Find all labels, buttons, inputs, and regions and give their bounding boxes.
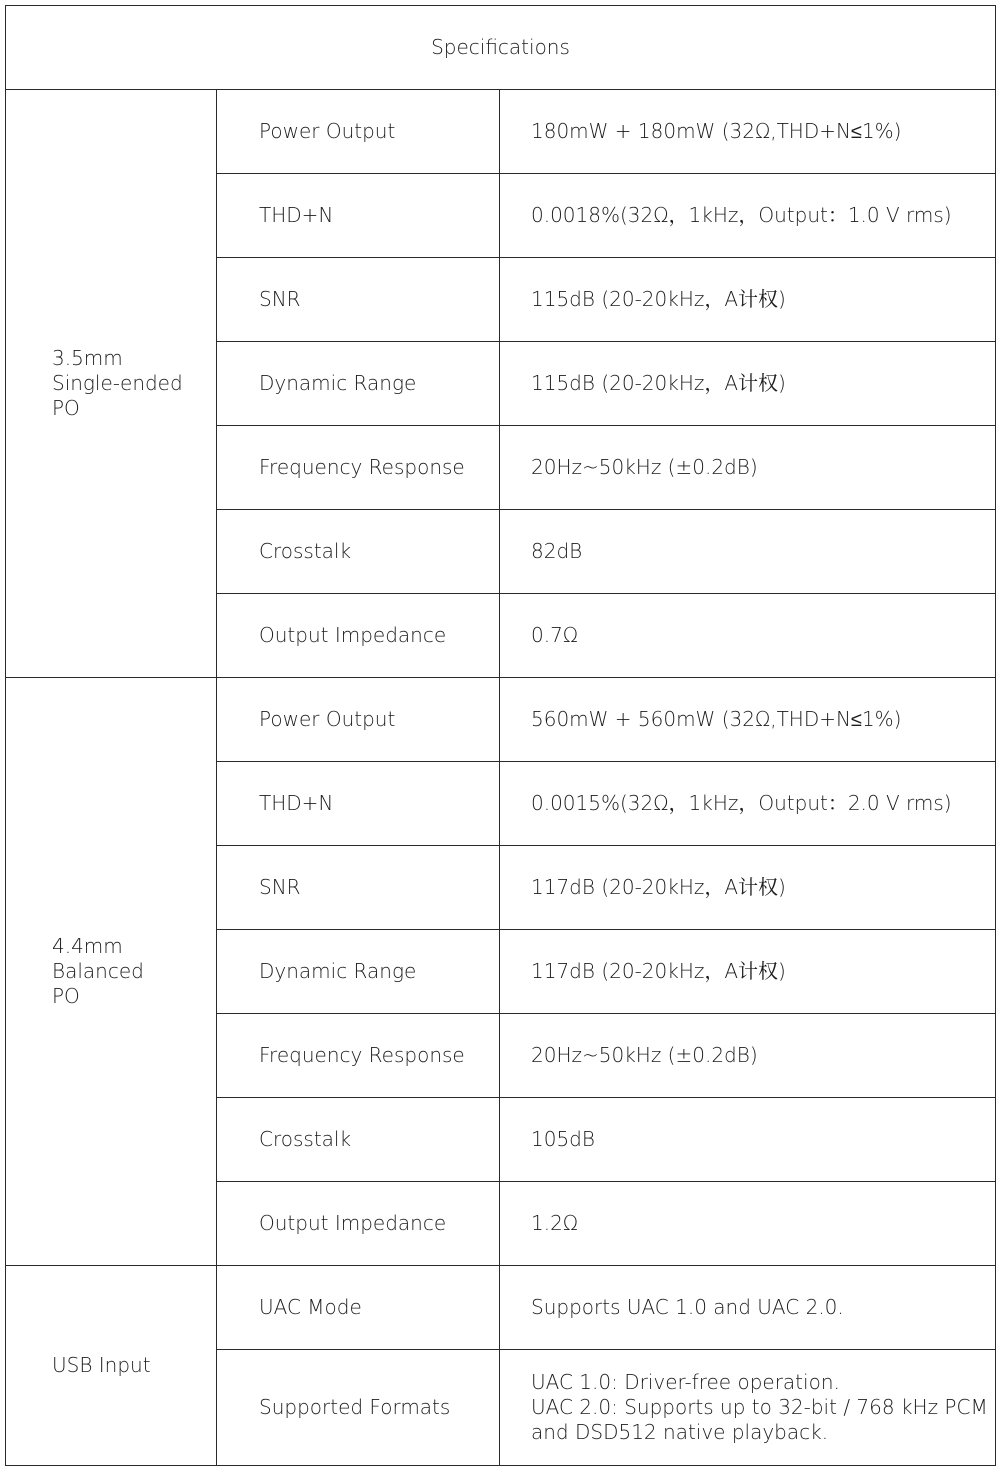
group-label-line: PO xyxy=(52,984,80,1008)
param-label: Output Impedance xyxy=(217,594,500,678)
param-label: Output Impedance xyxy=(217,1182,500,1266)
table-title: Specifications xyxy=(6,6,996,90)
param-value: 115dB (20-20kHz，A计权) xyxy=(500,342,996,426)
param-label: Power Output xyxy=(217,90,500,174)
param-value: 20Hz~50kHz (±0.2dB) xyxy=(500,1014,996,1098)
param-label: THD+N xyxy=(217,762,500,846)
param-label: SNR xyxy=(217,846,500,930)
param-label: Frequency Response xyxy=(217,426,500,510)
group-label-line: 4.4mm xyxy=(52,934,123,958)
param-value: 0.0018%(32Ω，1kHz，Output：1.0 V rms) xyxy=(500,174,996,258)
table-row xyxy=(6,1266,996,1350)
param-value-line: UAC 2.0: Supports up to 32-bit / 768 kHz PCM xyxy=(531,1395,988,1419)
param-value: 115dB (20-20kHz，A计权) xyxy=(500,258,996,342)
group-label-line: PO xyxy=(52,396,80,420)
param-value xyxy=(500,1350,996,1466)
param-value: 20Hz~50kHz (±0.2dB) xyxy=(500,426,996,510)
param-value: 1.2Ω xyxy=(500,1182,996,1266)
specifications-table xyxy=(5,5,996,1466)
param-label: SNR xyxy=(217,258,500,342)
param-label: Frequency Response xyxy=(217,1014,500,1098)
param-label: Dynamic Range xyxy=(217,930,500,1014)
param-value: 180mW + 180mW (32Ω,THD+N≤1%) xyxy=(500,90,996,174)
param-label: THD+N xyxy=(217,174,500,258)
table-row xyxy=(6,678,996,762)
param-value: 117dB (20-20kHz，A计权) xyxy=(500,846,996,930)
param-value: 117dB (20-20kHz，A计权) xyxy=(500,930,996,1014)
param-label: Crosstalk xyxy=(217,1098,500,1182)
group-label-balanced xyxy=(6,678,217,1266)
param-label: Supported Formats xyxy=(217,1350,500,1466)
param-value xyxy=(500,1266,996,1350)
param-value-line: UAC 1.0: Driver-free operation. xyxy=(531,1370,840,1394)
group-label-usb-input xyxy=(6,1266,217,1466)
param-value: 82dB xyxy=(500,510,996,594)
param-label: Crosstalk xyxy=(217,510,500,594)
param-label: Power Output xyxy=(217,678,500,762)
param-value: 0.0015%(32Ω，1kHz，Output：2.0 V rms) xyxy=(500,762,996,846)
param-label: Dynamic Range xyxy=(217,342,500,426)
param-value-line: and DSD512 native playback. xyxy=(531,1420,829,1444)
table-header-row xyxy=(6,6,996,90)
param-value: 0.7Ω xyxy=(500,594,996,678)
group-label-line: Balanced xyxy=(52,959,144,983)
group-label-line: 3.5mm xyxy=(52,346,123,370)
param-value-line: Supports UAC 1.0 and UAC 2.0. xyxy=(531,1295,844,1319)
param-value: 105dB xyxy=(500,1098,996,1182)
group-label-single-ended xyxy=(6,90,217,678)
param-value: 560mW + 560mW (32Ω,THD+N≤1%) xyxy=(500,678,996,762)
group-label-line: USB Input xyxy=(52,1353,151,1377)
group-label-line: Single-ended xyxy=(52,371,183,395)
param-label: UAC Mode xyxy=(217,1266,500,1350)
table-row xyxy=(6,90,996,174)
